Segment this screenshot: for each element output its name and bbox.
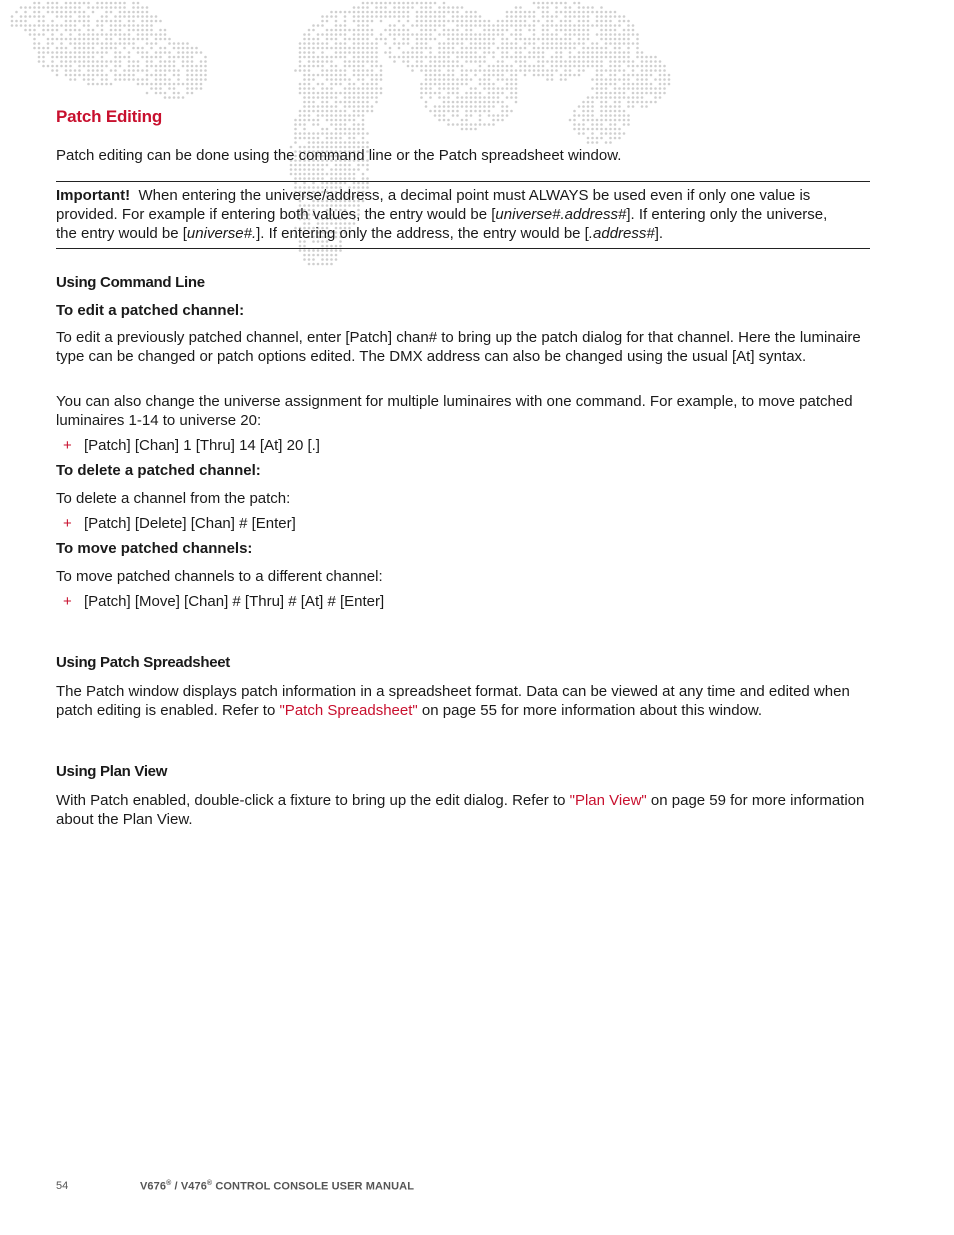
- heading-edit-channel: To edit a patched channel:: [56, 302, 245, 319]
- plus-icon: +: [63, 437, 72, 454]
- plan-view-link[interactable]: "Plan View": [569, 792, 647, 809]
- plus-icon: +: [63, 515, 72, 532]
- important-bottom-rule: [56, 248, 870, 249]
- important-label: Important!: [56, 187, 131, 204]
- important-note: Important! When entering the universe/address, a decimal point must ALWAYS be used even if only one value is provided. For example if entering both values, the entry would be [universe#.address#]. If entering only the universe, the entry would be [universe#.]. If entering only the address, the entry would be [.address#].: [56, 187, 828, 242]
- manual-title: V676® / V476® CONTROL CONSOLE USER MANUAL: [140, 1180, 415, 1193]
- heading-command-line: Using Command Line: [56, 274, 205, 291]
- section-title: Patch Editing: [56, 107, 163, 126]
- patch-spreadsheet-link[interactable]: "Patch Spreadsheet": [279, 702, 418, 719]
- edit-channel-text: To edit a previously patched channel, enter [Patch] chan# to bring up the patch dialog for that channel. Here the luminaire type can be changed or patch options edited. The DMX address can also be changed using the usual [At] syntax.: [56, 329, 861, 365]
- important-top-rule: [56, 181, 870, 182]
- spreadsheet-text: The Patch window displays patch information in a spreadsheet format. Data can be viewed at any time and edited when patch editing is enabled. Refer to "Patch Spreadsheet" on page 55 for more information about this window.: [56, 683, 850, 719]
- delete-channel-text: To delete a channel from the patch:: [56, 490, 291, 507]
- delete-command: + [Patch] [Delete] [Chan] # [Enter]: [56, 514, 296, 533]
- move-command: + [Patch] [Move] [Chan] # [Thru] # [At] # [Enter]: [56, 592, 384, 611]
- universe-command: + [Patch] [Chan] 1 [Thru] 14 [At] 20 [.]: [56, 436, 320, 455]
- plan-view-text: With Patch enabled, double-click a fixture to bring up the edit dialog. Refer to "Plan View" on page 59 for more information about the Plan View.: [56, 792, 865, 828]
- heading-move-channels: To move patched channels:: [56, 540, 253, 557]
- plus-icon: +: [63, 593, 72, 610]
- move-channels-text: To move patched channels to a different channel:: [56, 568, 383, 585]
- heading-patch-spreadsheet: Using Patch Spreadsheet: [56, 654, 230, 671]
- page-number: 54: [56, 1180, 69, 1192]
- universe-text: You can also change the universe assignment for multiple luminaires with one command. For example, to move patched luminaires 1-14 to universe 20:: [56, 393, 853, 429]
- heading-plan-view: Using Plan View: [56, 763, 168, 780]
- intro-paragraph: Patch editing can be done using the command line or the Patch spreadsheet window.: [56, 147, 622, 164]
- heading-delete-channel: To delete a patched channel:: [56, 462, 261, 479]
